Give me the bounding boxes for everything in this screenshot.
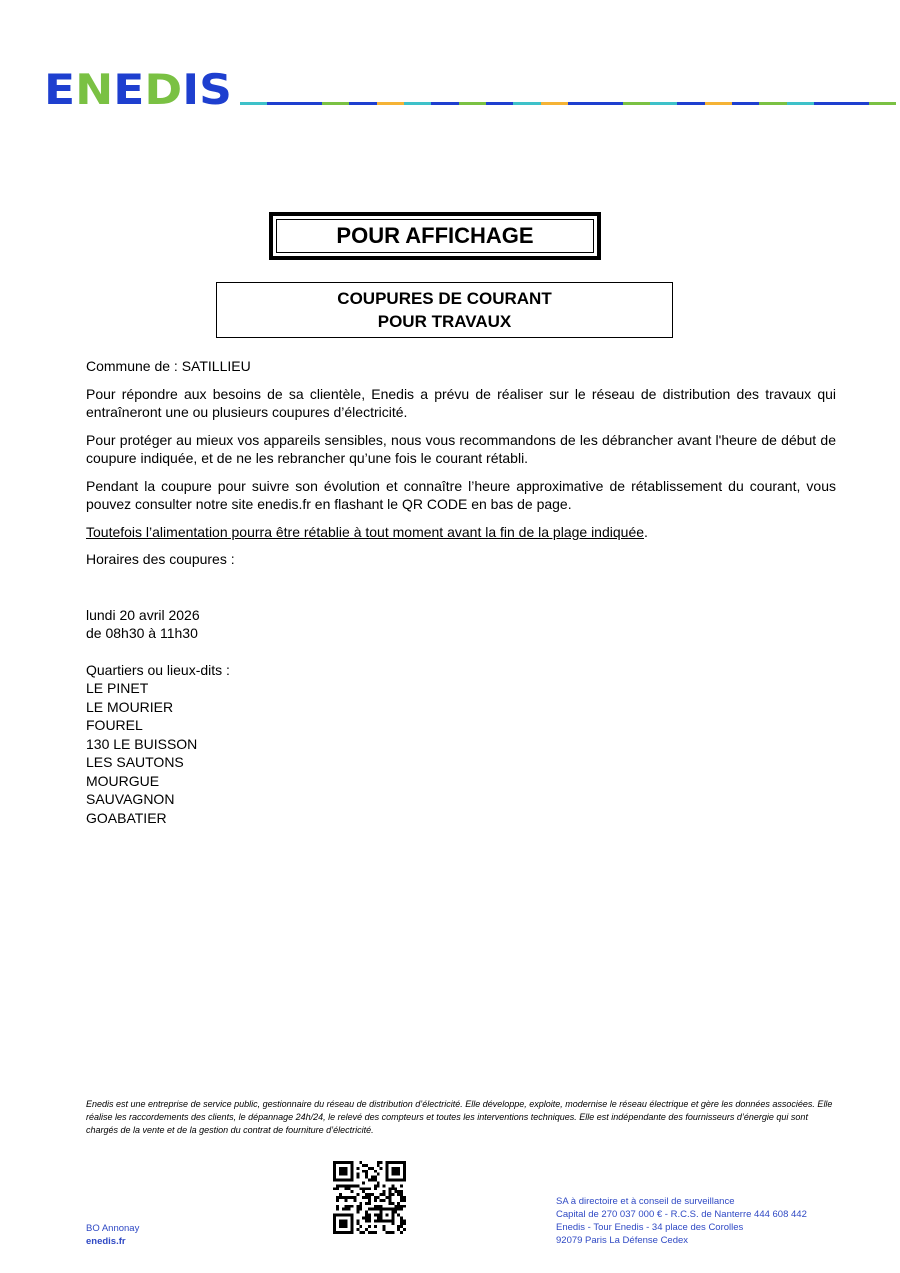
footer-left (86, 1222, 139, 1248)
company-info-line: Capital de 270 037 000 € - R.C.S. de Nanterre 444 608 442 (556, 1209, 807, 1220)
warning-underlined: Toutefois l’alimentation pourra être rétablie à tout moment avant la fin de la plage indiquée (86, 523, 645, 540)
place-item: FOUREL (86, 717, 143, 733)
place-item: MOURGUE (86, 772, 160, 789)
warning-period: . (644, 523, 648, 540)
notice-body (86, 357, 836, 827)
coupures-line1: COUPURES DE COURANT (337, 289, 552, 308)
pour-affichage-title: POUR AFFICHAGE (276, 219, 594, 253)
coupures-line2: POUR TRAVAUX (377, 312, 512, 331)
paragraph-3: Pendant la coupure pour suivre son évolution et connaître l’heure approximative de rétablissement du courant, vous pouvez consulter notre site enedis.fr en flashant le QR CODE en bas de page. (86, 477, 836, 512)
place-item: 130 LE BUISSON (86, 735, 198, 752)
place-item: SAUVAGNON (86, 791, 175, 807)
place-item: GOABATIER (86, 809, 167, 826)
commune-line: Commune de : SATILLIEU (86, 358, 251, 374)
footer-website-link[interactable]: enedis.fr (86, 1236, 126, 1247)
paragraph-2: Pour protéger au mieux vos appareils sensibles, nous vous recommandons de les débrancher avant l'heure de début de coupure indiquée, et de ne les rebrancher qu’une fois le courant rétabli. (86, 431, 836, 466)
places-section (86, 661, 836, 828)
company-info-line: 92079 Paris La Défense Cedex (556, 1235, 689, 1246)
paragraph-1: Pour répondre aux besoins de sa clientèle, Enedis a prévu de réaliser sur le réseau de distribution des travaux qui entraîneront une ou plusieurs coupures d’électricité. (86, 385, 836, 420)
quartiers-label: Quartiers ou lieux-dits : (86, 661, 230, 678)
footer-office: BO Annonay (86, 1223, 140, 1234)
qr-code-icon[interactable] (333, 1161, 406, 1234)
footer-company-info (556, 1195, 807, 1247)
place-item: LE MOURIER (86, 698, 174, 715)
pour-affichage-box (269, 212, 601, 260)
svg-text:ENEDIS: ENEDIS (44, 66, 229, 108)
company-info-line: SA à directoire et à conseil de surveillance (556, 1196, 735, 1207)
header-stripe (240, 102, 896, 105)
footer-legal: Enedis est une entreprise de service public, gestionnaire du réseau de distribution d’électricité. Elle développe, exploite, modernise le réseau électrique et gère les données associées. Elle réalise les raccordements des clients, le dépannage 24h/24, le relevé des compteurs et toutes les interventions techniques. Elle est indépendante des fournisseurs d’énergie qui sont chargés de la vente et de la gestion du contrat de fourniture d’électricité. (86, 1099, 833, 1135)
place-item: LE PINET (86, 680, 149, 696)
schedule-date: lundi 20 avril 2026 (86, 606, 200, 623)
schedule-time: de 08h30 à 11h30 (86, 625, 198, 641)
paragraph-4 (86, 523, 836, 542)
coupures-box (216, 282, 673, 338)
enedis-logo (44, 66, 234, 108)
schedule (86, 606, 836, 643)
horaires-label: Horaires des coupures : (86, 551, 235, 567)
company-info-line: Enedis - Tour Enedis - 34 place des Corolles (556, 1222, 744, 1233)
place-item: LES SAUTONS (86, 754, 184, 770)
